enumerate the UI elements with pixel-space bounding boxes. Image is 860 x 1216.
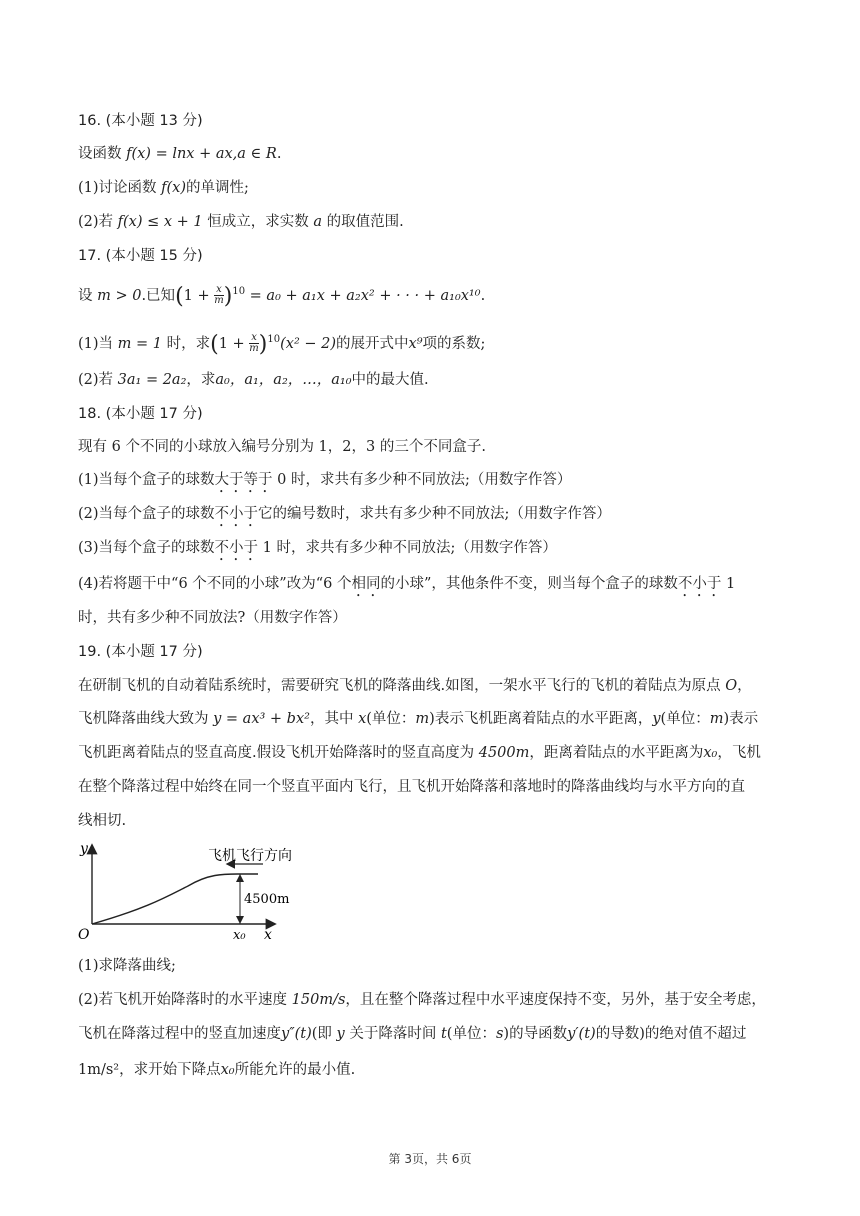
- q19-line2: 飞机降落曲线大致为 y = ax³ + bx²，其中 x(单位：m)表示飞机距离着陆点的水平距离，y(单位：m)表示: [78, 711, 759, 727]
- fig-x-label: x: [264, 927, 272, 943]
- q16-line1: 设函数 f(x) = lnx + ax,a ∈ R.: [78, 146, 282, 162]
- page-footer: 第 3页，共 6页: [388, 1152, 472, 1166]
- q19-line1: 在研制飞机的自动着陆系统时，需要研究飞机的降落曲线.如图，一架水平飞行的飞机的着陆点为原点 O，: [78, 678, 752, 694]
- q19-header: 19. (本小题 17 分): [78, 644, 203, 660]
- q18-part4-line2: 时，共有多少种不同放法?（用数字作答）: [78, 610, 347, 626]
- landing-curve-diagram: [78, 840, 338, 945]
- fig-height-label: 4500m: [244, 892, 290, 907]
- q16-part1: (1)讨论函数 f(x)的单调性;: [78, 180, 249, 196]
- q16-header: 16. (本小题 13 分): [78, 113, 203, 129]
- q19-part2: (2)若飞机开始降落时的水平速度 150m/s，且在整个降落过程中水平速度保持不变，另外，基于安全考虑，: [78, 992, 766, 1008]
- q18-part3: (3)当每个盒子的球数不小于 1 时，求共有多少种不同放法;（用数字作答）: [78, 540, 557, 556]
- q18-part2: (2)当每个盒子的球数不小于它的编号数时，求共有多少种不同放法;（用数字作答）: [78, 506, 611, 522]
- q18-part4: (4)若将题干中“6 个不同的小球”改为“6 个相同的小球”，其他条件不变，则当每个盒子的球数不小于 1: [78, 576, 736, 592]
- q19-line3: 飞机距离着陆点的竖直高度.假设飞机开始降落时的竖直高度为 4500m，距离着陆点的水平距离为x₀，飞机: [78, 745, 761, 761]
- q19-part2-line3: 1m/s²，求开始下降点x₀所能允许的最小值.: [78, 1062, 356, 1078]
- q18-line1: 现有 6 个不同的小球放入编号分别为 1，2，3 的三个不同盒子.: [78, 439, 486, 455]
- fig-direction-label: 飞机飞行方向: [208, 848, 292, 864]
- descent-curve: [92, 874, 258, 924]
- q19-line4: 在整个降落过程中始终在同一个竖直平面内飞行，且飞机开始降落和落地时的降落曲线均与水平方向的直: [78, 779, 745, 795]
- fig-y-label: y: [80, 841, 88, 857]
- q17-header: 17. (本小题 15 分): [78, 248, 203, 264]
- q17-part2: (2)若 3a₁ = 2a₂，求a₀，a₁，a₂，…，a₁₀中的最大值.: [78, 372, 429, 388]
- fig-x0-label: x₀: [233, 928, 246, 943]
- q17-line1: 设 m > 0.已知(1 + $\frac{x}{m}$ )$^{10}$ = a₀ + a₁x + a₂x² + · · · + a₁₀x¹⁰.: [78, 283, 486, 309]
- landing-curve-figure: [78, 840, 338, 945]
- q16-part2: (2)若 f(x) ≤ x + 1 恒成立，求实数 a 的取值范围.: [78, 214, 404, 230]
- q17-part1: (1)当 m = 1 时，求(1 + $\frac{x}{m}$ )$^{10}$(x² − 2)的展开式中x⁹项的系数;: [78, 331, 486, 357]
- q17-fraction: $\frac{x}{m}$: [214, 284, 224, 307]
- q19-line5: 线相切.: [78, 813, 127, 829]
- q19-part1: (1)求降落曲线;: [78, 958, 176, 974]
- fig-origin-label: O: [78, 927, 90, 943]
- q18-part1: (1)当每个盒子的球数大于等于 0 时，求共有多少种不同放法;（用数字作答）: [78, 472, 572, 488]
- q18-header: 18. (本小题 17 分): [78, 406, 203, 422]
- q19-part2-line2: 飞机在降落过程中的竖直加速度y″(t)(即 y 关于降落时间 t(单位：s)的导函数y′(t)的导数)的绝对值不超过: [78, 1026, 747, 1042]
